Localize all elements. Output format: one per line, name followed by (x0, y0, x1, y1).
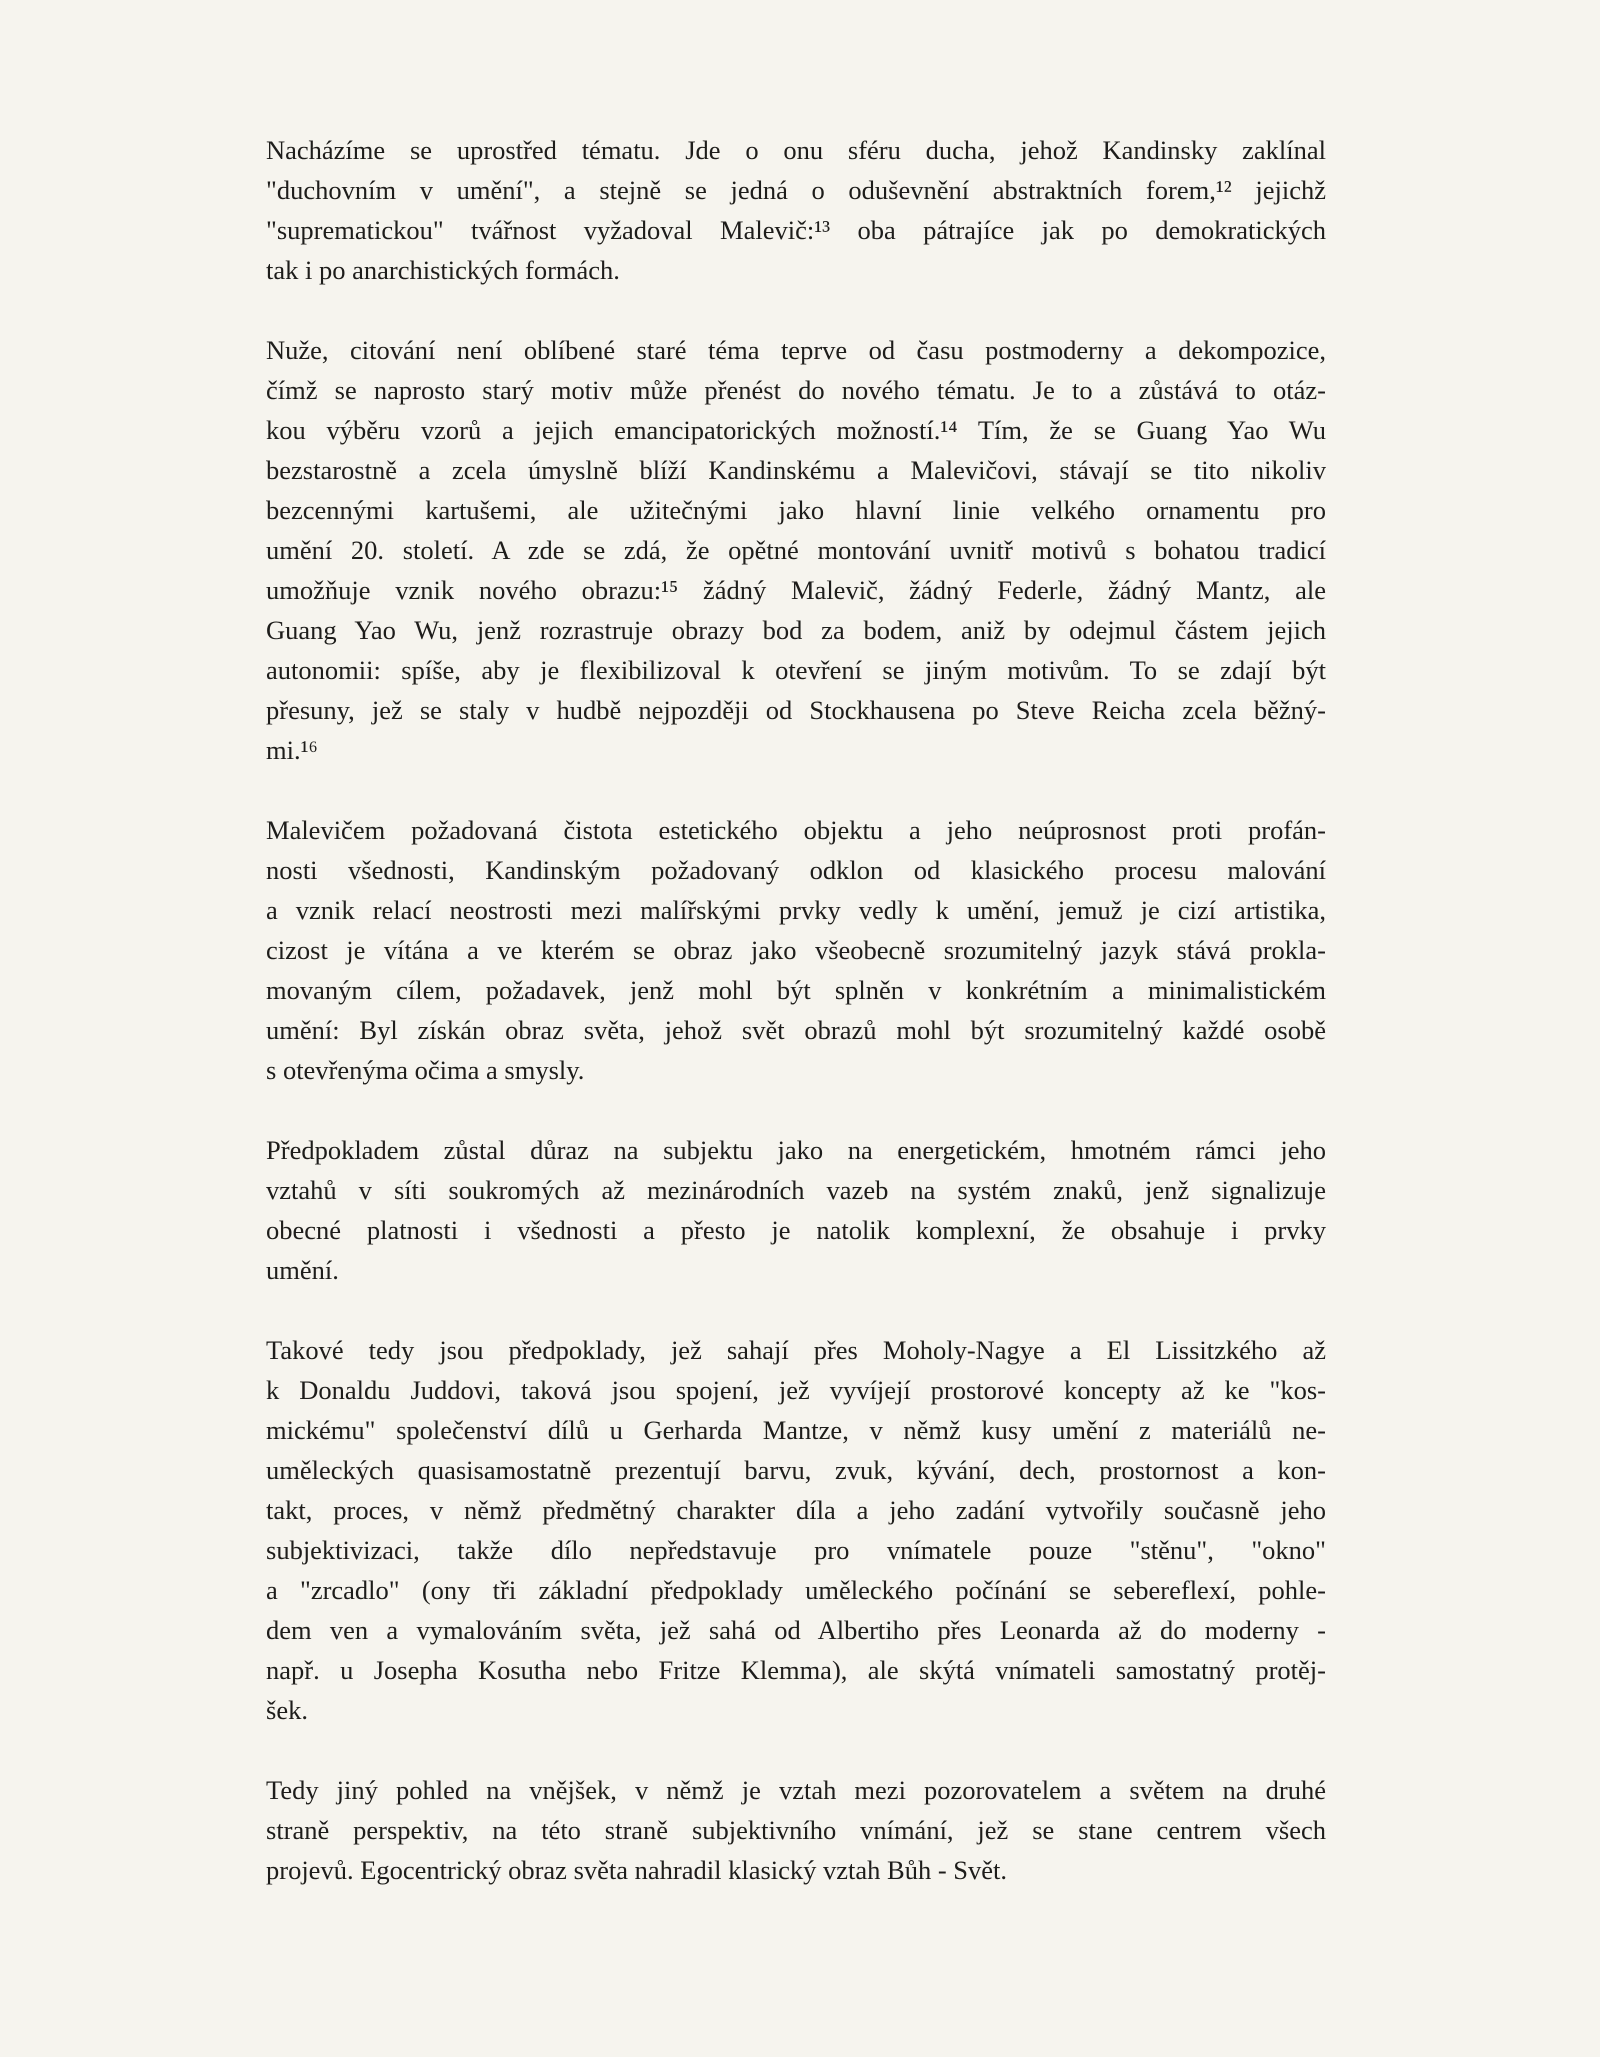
text-line: šek. (266, 1695, 308, 1725)
text-line: Guang Yao Wu, jenž rozrastruje obrazy bod za bodem, aniž by odejmul částem jejich (266, 615, 1326, 645)
paragraph (266, 1330, 1326, 1730)
text-line: a "zrcadlo" (ony tři základní předpoklady uměleckého počínání se sebereflexí, pohle- (266, 1575, 1326, 1605)
text-line: obecné platnosti i všednosti a přesto je natolik komplexní, že obsahuje i prvky (266, 1215, 1326, 1245)
text-line: vztahů v síti soukromých až mezinárodních vazeb na systém znaků, jenž signalizuje (266, 1175, 1326, 1205)
text-line: umění: Byl získán obraz světa, jehož svět obrazů mohl být srozumitelný každé osobě (266, 1015, 1326, 1045)
text-line: straně perspektiv, na této straně subjektivního vnímání, jež se stane centrem všech (266, 1815, 1326, 1845)
text-line: umění. (266, 1255, 339, 1285)
text-line: "suprematickou" tvářnost vyžadoval Malevič:¹³ oba pátrajíce jak po demokratických (266, 215, 1326, 245)
text-line: kou výběru vzorů a jejich emancipatorických možností.¹⁴ Tím, že se Guang Yao Wu (266, 415, 1326, 445)
text-line: projevů. Egocentrický obraz světa nahradil klasický vztah Bůh - Svět. (266, 1855, 1008, 1885)
text-line: čímž se naprosto starý motiv může přenést do nového tématu. Je to a zůstává to otáz- (266, 375, 1326, 405)
text-line: takt, proces, v němž předmětný charakter díla a jeho zadání vytvořily současně jeho (266, 1495, 1326, 1525)
text-line: cizost je vítána a ve kterém se obraz jako všeobecně srozumitelný jazyk stává prokla- (266, 935, 1326, 965)
text-line: movaným cílem, požadavek, jenž mohl být splněn v konkrétním a minimalistickém (266, 975, 1326, 1005)
paragraph (266, 330, 1326, 770)
text-line: tak i po anarchistických formách. (266, 255, 620, 285)
text-line: např. u Josepha Kosutha nebo Fritze Klemma), ale skýtá vnímateli samostatný protěj- (266, 1655, 1326, 1685)
text-line: uměleckých quasisamostatně prezentují barvu, zvuk, kývání, dech, prostornost a kon- (266, 1455, 1326, 1485)
text-line: k Donaldu Juddovi, taková jsou spojení, jež vyvíjejí prostorové koncepty až ke "kos- (266, 1375, 1326, 1405)
text-line: Předpokladem zůstal důraz na subjektu jako na energetickém, hmotném rámci jeho (266, 1135, 1326, 1165)
text-line: umožňuje vznik nového obrazu:¹⁵ žádný Malevič, žádný Federle, žádný Mantz, ale (266, 575, 1326, 605)
text-line: Malevičem požadovaná čistota estetického objektu a jeho neúprosnost proti profán- (266, 815, 1326, 845)
text-line: umění 20. století. A zde se zdá, že opětné montování uvnitř motivů s bohatou tradicí (266, 535, 1326, 565)
text-line: "duchovním v umění", a stejně se jedná o oduševnění abstraktních forem,¹² jejichž (266, 175, 1326, 205)
paragraph (266, 810, 1326, 1090)
text-line: Nuže, citování není oblíbené staré téma teprve od času postmoderny a dekompozice, (266, 335, 1326, 365)
text-line: mi.¹⁶ (266, 735, 318, 765)
paragraph (266, 1770, 1326, 1890)
text-line: Nacházíme se uprostřed tématu. Jde o onu sféru ducha, jehož Kandinsky zaklínal (266, 135, 1326, 165)
text-line: subjektivizaci, takže dílo nepředstavuje pro vnímatele pouze "stěnu", "okno" (266, 1535, 1326, 1565)
text-line: bezcennými kartušemi, ale užitečnými jako hlavní linie velkého ornamentu pro (266, 495, 1326, 525)
document-body (266, 130, 1326, 1930)
text-line: dem ven a vymalováním světa, jež sahá od Albertiho přes Leonarda až do moderny - (266, 1615, 1326, 1645)
text-line: přesuny, jež se staly v hudbě nejpozději od Stockhausena po Steve Reicha zcela běžný- (266, 695, 1326, 725)
paragraph (266, 130, 1326, 290)
text-line: Tedy jiný pohled na vnějšek, v němž je vztah mezi pozorovatelem a světem na druhé (266, 1775, 1326, 1805)
text-line: mickému" společenství dílů u Gerharda Mantze, v němž kusy umění z materiálů ne- (266, 1415, 1326, 1445)
text-line: a vznik relací neostrosti mezi malířskými prvky vedly k umění, jemuž je cizí artistika, (266, 895, 1326, 925)
text-line: Takové tedy jsou předpoklady, jež sahají přes Moholy-Nagye a El Lissitzkého až (266, 1335, 1326, 1365)
paragraph (266, 1130, 1326, 1290)
text-line: nosti všednosti, Kandinským požadovaný odklon od klasického procesu malování (266, 855, 1326, 885)
text-line: s otevřenýma očima a smysly. (266, 1055, 585, 1085)
text-line: autonomii: spíše, aby je flexibilizoval k otevření se jiným motivům. To se zdají být (266, 655, 1326, 685)
text-line: bezstarostně a zcela úmyslně blíží Kandinskému a Malevičovi, stávají se tito nikoliv (266, 455, 1326, 485)
